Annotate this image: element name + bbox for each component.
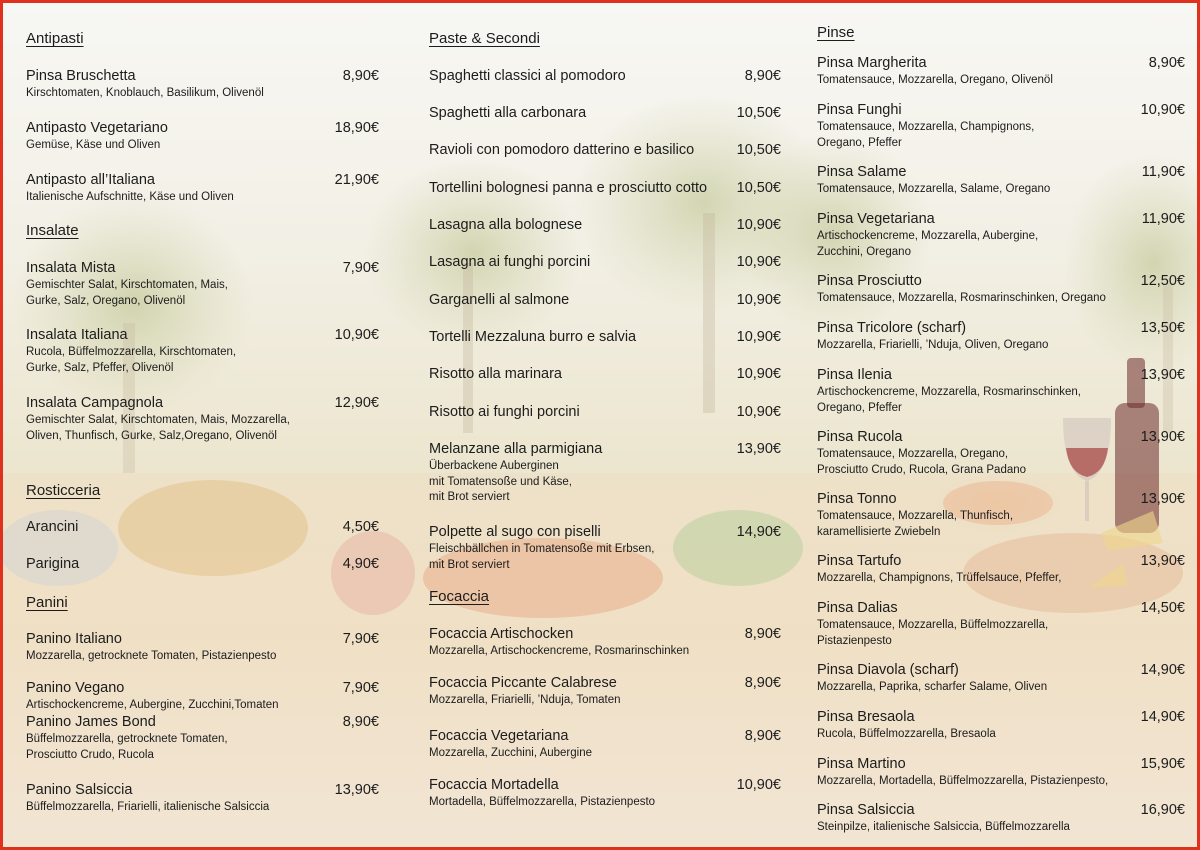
menu-item-name: Insalata Mista	[26, 260, 116, 276]
menu-item-description: Prosciutto Crudo, Rucola	[26, 748, 154, 761]
menu-item-description: mit Brot serviert	[429, 558, 510, 571]
menu-item-price: 14,90€	[1140, 709, 1185, 725]
menu-item-name: Polpette al sugo con piselli	[429, 524, 601, 540]
section-title-pinse: Pinse	[817, 24, 855, 41]
menu-item-description: Rucola, Büffelmozzarella, Bresaola	[817, 728, 996, 740]
menu-item-name: Tortelli Mezzaluna burro e salvia	[429, 329, 637, 345]
menu-item-description: Pistazienpesto	[817, 634, 892, 647]
menu-item-description: Mozzarella, Paprika, scharfer Salame, Oliven	[817, 681, 1048, 693]
menu-item-description: Italienische Aufschnitte, Käse und Oliven	[26, 191, 234, 203]
menu-item-name: Risotto alla marinara	[429, 366, 562, 382]
menu-item-name: Pinsa Margherita	[817, 55, 927, 71]
menu-item-description: Oliven, Thunfisch, Gurke, Salz,Oregano, Olivenöl	[26, 429, 277, 442]
menu-item-description: Rucola, Büffelmozzarella, Kirschtomaten,	[26, 346, 237, 358]
menu-item-name: Risotto ai funghi porcini	[429, 404, 580, 420]
menu-item	[26, 782, 419, 816]
menu-item-name: Focaccia Artischocken	[429, 626, 574, 642]
menu-item	[429, 728, 821, 762]
menu-item-name: Panino Italiano	[26, 631, 122, 647]
menu-item-description: Artischockencreme, Aubergine, Zucchini,Tomaten	[26, 699, 279, 711]
menu-item-name: Spaghetti classici al pomodoro	[429, 68, 626, 84]
menu-item-description: Gemüse, Käse und Oliven	[26, 139, 161, 151]
menu-item-price: 8,90€	[744, 675, 781, 691]
menu-item-description: mit Tomatensoße und Käse,	[429, 475, 572, 488]
section-title-insalate: Insalate	[26, 222, 79, 239]
menu-item	[817, 600, 1200, 649]
menu-item-description: Gurke, Salz, Pfeffer, Olivenöl	[26, 361, 174, 374]
menu-item-description: Fleischbällchen in Tomatensoße mit Erbsen,	[429, 543, 655, 555]
menu-item-description: Mozzarella, getrocknete Tomaten, Pistazienpesto	[26, 650, 277, 662]
menu-item-price: 7,90€	[342, 631, 379, 647]
menu-item-description: Gemischter Salat, Kirschtomaten, Mais, Mozzarella,	[26, 414, 290, 426]
menu-item-price: 13,90€	[1140, 367, 1185, 383]
menu-item-name: Focaccia Mortadella	[429, 777, 559, 793]
menu-item-price: 13,90€	[1140, 429, 1185, 445]
menu-item-description: Prosciutto Crudo, Rucola, Grana Padano	[817, 463, 1027, 476]
menu-item-description: Gemischter Salat, Kirschtomaten, Mais,	[26, 279, 228, 291]
menu-item	[817, 102, 1200, 151]
menu-item-description: Mozzarella, Champignons, Trüffelsauce, Pfeffer,	[817, 572, 1062, 584]
menu-item-name: Pinsa Salsiccia	[817, 802, 915, 818]
menu-item-price: 13,90€	[736, 441, 781, 457]
menu-item-description: Steinpilze, italienische Salsiccia, Büffelmozzarella	[817, 821, 1070, 833]
menu-item-name: Pinsa Prosciutto	[817, 273, 922, 289]
menu-item-price: 8,90€	[342, 68, 379, 84]
menu-item-description: Tomatensauce, Mozzarella, Thunfisch,	[817, 510, 1014, 522]
menu-item	[26, 631, 419, 665]
menu-item-description: Tomatensauce, Mozzarella, Büffelmozzarella,	[817, 619, 1049, 631]
menu-item-name: Pinsa Funghi	[817, 102, 902, 118]
menu-item-name: Pinsa Rucola	[817, 429, 903, 445]
menu-item-description: Büffelmozzarella, getrocknete Tomaten,	[26, 733, 228, 745]
menu-item-name: Insalata Italiana	[26, 327, 128, 343]
menu-item-price: 8,90€	[744, 728, 781, 744]
menu-item	[26, 327, 419, 376]
menu-item-price: 4,90€	[342, 556, 379, 572]
menu-item-price: 21,90€	[334, 172, 379, 188]
menu-item	[817, 429, 1200, 478]
menu-item-price: 13,90€	[1140, 491, 1185, 507]
menu-item-price: 12,50€	[1140, 273, 1185, 289]
menu-item	[429, 675, 821, 709]
menu-item-description: Büffelmozzarella, Friarielli, italienische Salsiccia	[26, 801, 270, 813]
menu-item-name: Panino Vegano	[26, 680, 125, 696]
menu-item-price: 10,90€	[736, 254, 781, 270]
menu-item-price: 11,90€	[1141, 164, 1185, 180]
menu-item-name: Pinsa Martino	[817, 756, 906, 772]
menu-item-price: 14,90€	[736, 524, 781, 540]
menu-item	[817, 273, 1200, 307]
menu-item	[817, 211, 1200, 260]
menu-item-price: 10,90€	[334, 327, 379, 343]
menu-item-name: Pinsa Vegetariana	[817, 211, 935, 227]
menu-item-price: 10,90€	[736, 329, 781, 345]
menu-item	[429, 105, 821, 122]
menu-item-name: Insalata Campagnola	[26, 395, 164, 411]
menu-item-description: Artischockencreme, Mozzarella, Aubergine,	[817, 230, 1039, 242]
menu-item-description: Mozzarella, Friarielli, ’Nduja, Oliven, Oregano	[817, 339, 1049, 351]
menu-item	[429, 254, 821, 271]
menu-item-name: Pinsa Tartufo	[817, 553, 902, 569]
menu-item-description: Kirschtomaten, Knoblauch, Basilikum, Olivenöl	[26, 87, 264, 99]
menu-item-name: Spaghetti alla carbonara	[429, 105, 587, 121]
menu-item-price: 13,90€	[1140, 553, 1185, 569]
menu-item	[429, 366, 821, 383]
menu-item-price: 10,90€	[1140, 102, 1185, 118]
menu-item	[429, 329, 821, 346]
menu-item-price: 8,90€	[342, 714, 379, 730]
menu-item	[817, 709, 1200, 743]
menu-item-price: 10,50€	[736, 180, 781, 196]
menu-item-price: 16,90€	[1140, 802, 1185, 818]
menu-item-name: Pinsa Bruschetta	[26, 68, 136, 84]
menu-item	[26, 680, 419, 714]
menu-item-description: Tomatensauce, Mozzarella, Oregano,	[817, 448, 1009, 460]
menu-item	[429, 626, 821, 660]
menu-item-name: Antipasto all’Italiana	[26, 172, 155, 188]
menu-item-price: 8,90€	[744, 626, 781, 642]
menu-item-price: 10,50€	[736, 105, 781, 121]
section-title-antipasti: Antipasti	[26, 30, 84, 47]
menu-item	[429, 524, 821, 573]
meatballs	[331, 531, 415, 615]
menu-item-name: Pinsa Ilenia	[817, 367, 892, 383]
menu-item-price: 10,90€	[736, 217, 781, 233]
menu-item-description: Mozzarella, Friarielli, ’Nduja, Tomaten	[429, 694, 621, 706]
menu-item-price: 10,90€	[736, 366, 781, 382]
menu-item	[26, 556, 419, 573]
menu-item-name: Parigina	[26, 556, 80, 572]
menu-item-price: 13,50€	[1140, 320, 1185, 336]
menu-item	[26, 172, 419, 206]
menu-item	[26, 260, 419, 309]
menu-item-name: Pinsa Bresaola	[817, 709, 915, 725]
menu-item-price: 7,90€	[342, 680, 379, 696]
menu-item	[817, 662, 1200, 696]
menu-item	[817, 164, 1200, 198]
menu-item	[429, 404, 821, 421]
menu-item	[817, 491, 1200, 540]
menu-item	[429, 217, 821, 234]
menu-item	[429, 292, 821, 309]
section-title-paste-secondi: Paste & Secondi	[429, 30, 540, 47]
menu-item-price: 10,90€	[736, 292, 781, 308]
menu-item-price: 10,90€	[736, 777, 781, 793]
menu-item-price: 8,90€	[744, 68, 781, 84]
menu-item-description: Tomatensauce, Mozzarella, Champignons,	[817, 121, 1035, 133]
menu-item	[817, 320, 1200, 354]
menu-item-price: 8,90€	[1148, 55, 1185, 71]
menu-item-price: 13,90€	[334, 782, 379, 798]
menu-item-price: 14,50€	[1140, 600, 1185, 616]
menu-item-name: Lasagna alla bolognese	[429, 217, 583, 233]
menu-item	[429, 142, 821, 159]
menu-item	[817, 553, 1200, 587]
menu-item	[817, 802, 1200, 836]
menu-item-description: Oregano, Pfeffer	[817, 401, 902, 414]
menu-item-price: 14,90€	[1140, 662, 1185, 678]
menu-item-price: 12,90€	[334, 395, 379, 411]
menu-item-name: Panino Salsiccia	[26, 782, 133, 798]
menu-item-name: Melanzane alla parmigiana	[429, 441, 603, 457]
menu-item-name: Pinsa Diavola (scharf)	[817, 662, 959, 678]
menu-item-name: Garganelli al salmone	[429, 292, 570, 308]
menu-item-price: 18,90€	[334, 120, 379, 136]
menu-item	[817, 55, 1200, 89]
menu-item-name: Pinsa Dalias	[817, 600, 898, 616]
menu-item-price: 11,90€	[1141, 211, 1185, 227]
menu-item-name: Focaccia Vegetariana	[429, 728, 569, 744]
section-title-focaccia: Focaccia	[429, 588, 490, 605]
menu-item-description: mit Brot serviert	[429, 491, 510, 503]
menu-item-description: Tomatensauce, Mozzarella, Rosmarinschinken, Oregano	[817, 292, 1106, 304]
menu-item-description: Tomatensauce, Mozzarella, Oregano, Olivenöl	[817, 74, 1053, 86]
menu-item-name: Ravioli con pomodoro datterino e basilico	[429, 142, 695, 158]
menu-item-description: Mozzarella, Artischockencreme, Rosmarinschinken	[429, 645, 690, 657]
menu-item	[817, 756, 1200, 790]
section-title-rosticceria: Rosticceria	[26, 482, 101, 499]
menu-item-name: Pinsa Tonno	[817, 491, 897, 507]
menu-item-name: Arancini	[26, 519, 79, 535]
menu-item	[26, 395, 419, 444]
menu-item-description: Artischockencreme, Mozzarella, Rosmarinschinken,	[817, 386, 1081, 398]
section-title-panini: Panini	[26, 594, 68, 611]
menu-item	[429, 180, 821, 197]
menu-item	[26, 68, 419, 102]
menu-item-name: Pinsa Tricolore (scharf)	[817, 320, 967, 336]
menu-item	[817, 367, 1200, 416]
menu-item-description: Zucchini, Oregano	[817, 245, 911, 258]
menu-item-name: Pinsa Salame	[817, 164, 907, 180]
menu-item-description: Tomatensauce, Mozzarella, Salame, Oregano	[817, 183, 1051, 195]
menu-item-description: Mozzarella, Zucchini, Aubergine	[429, 747, 592, 759]
menu-item	[26, 714, 419, 763]
menu-item-price: 10,90€	[736, 404, 781, 420]
menu-item	[26, 120, 419, 154]
menu-item-name: Panino James Bond	[26, 714, 156, 730]
menu-item-name: Lasagna ai funghi porcini	[429, 254, 591, 270]
menu-item-description: Mortadella, Büffelmozzarella, Pistazienpesto	[429, 796, 656, 808]
menu-item	[429, 441, 821, 506]
menu-item-description: Überbackene Auberginen	[429, 460, 559, 472]
menu-item-description: karamellisierte Zwiebeln	[817, 525, 941, 538]
menu-item-description: Oregano, Pfeffer	[817, 136, 902, 149]
menu-item-name: Tortellini bolognesi panna e prosciutto cotto	[429, 180, 708, 196]
menu-item-price: 10,50€	[736, 142, 781, 158]
menu-item-price: 7,90€	[342, 260, 379, 276]
menu-item-description: Mozzarella, Mortadella, Büffelmozzarella, Pistazienpesto,	[817, 775, 1109, 787]
menu-item-name: Antipasto Vegetariano	[26, 120, 168, 136]
menu-item	[26, 519, 419, 536]
menu-item-description: Gurke, Salz, Oregano, Olivenöl	[26, 294, 186, 307]
menu-item	[429, 68, 821, 85]
menu-item-name: Focaccia Piccante Calabrese	[429, 675, 617, 691]
menu-item	[429, 777, 821, 811]
menu-item-price: 15,90€	[1140, 756, 1185, 772]
menu-item-price: 4,50€	[342, 519, 379, 535]
